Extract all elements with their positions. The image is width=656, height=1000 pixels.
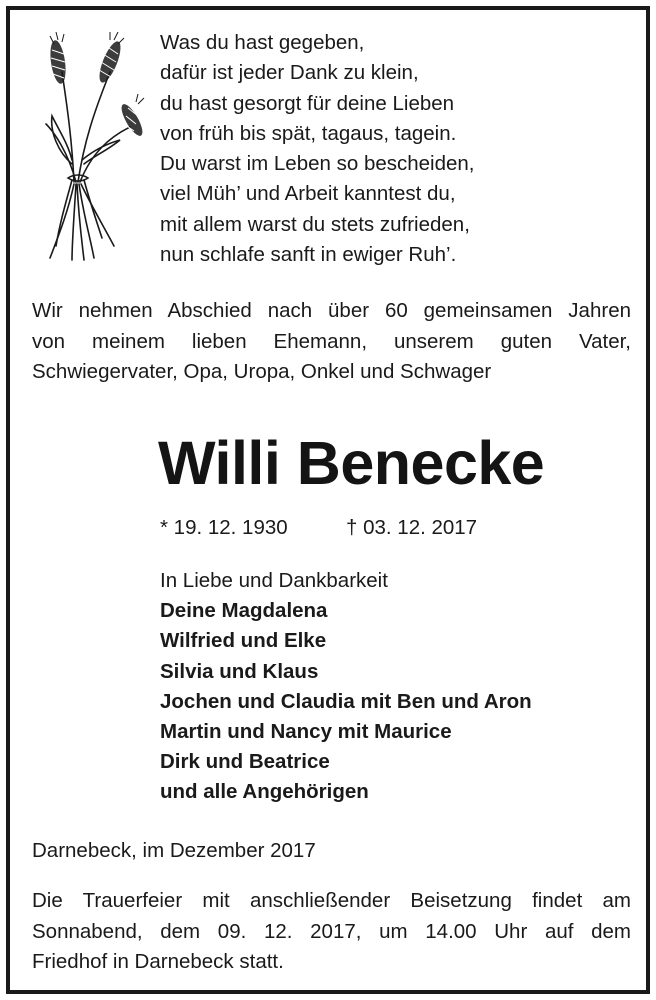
mourners-list <box>160 566 532 808</box>
mourner-name: Martin und Nancy mit Maurice <box>160 720 452 744</box>
mourner-name: Deine Magdalena <box>160 599 328 623</box>
intro-line: Schwiegervater, Opa, Uropa, Onkel und Schwager <box>32 360 492 383</box>
mourner-name: Dirk und Beatrice <box>160 750 330 774</box>
poem-line: von früh bis spät, tagaus, tagein. <box>160 121 457 145</box>
mourner-name: Wilfried und Elke <box>160 629 327 653</box>
poem-line: viel Müh’ und Arbeit kanntest du, <box>160 182 456 206</box>
intro-line: Wir nehmen Abschied nach über 60 gemeinsamen Jahren <box>32 299 631 322</box>
funeral-notice <box>32 886 631 978</box>
mourner-name: Jochen und Claudia mit Ben und Aron <box>160 689 532 713</box>
mourner-name: Silvia und Klaus <box>160 659 319 683</box>
obituary-frame <box>6 6 650 994</box>
farewell-intro <box>32 296 631 388</box>
poem-line: mit allem warst du stets zufrieden, <box>160 212 470 236</box>
death-date: † 03. 12. 2017 <box>346 516 478 539</box>
poem-line: Du warst im Leben so bescheiden, <box>160 152 475 176</box>
notice-line: Die Trauerfeier mit anschließender Beisetzung findet am <box>32 889 631 912</box>
poem-line: nun schlafe sanft in ewiger Ruh’. <box>160 243 457 267</box>
poem-line: du hast gesorgt für deine Lieben <box>160 91 455 115</box>
place-and-date: Darnebeck, im Dezember 2017 <box>32 839 316 862</box>
poem <box>160 28 475 270</box>
deceased-name: Willi Benecke <box>158 429 545 497</box>
poem-line: dafür ist jeder Dank zu klein, <box>160 61 419 85</box>
notice-line: Sonnabend, dem 09. 12. 2017, um 14.00 Uhr auf dem <box>32 919 631 943</box>
poem-line: Was du hast gegeben, <box>160 31 365 54</box>
notice-line: Friedhof in Darnebeck statt. <box>32 950 284 973</box>
wheat-bouquet-icon <box>32 32 150 264</box>
mourner-name: und alle Angehörigen <box>160 780 369 804</box>
mourners-heading: In Liebe und Dankbarkeit <box>160 569 388 592</box>
intro-line: von meinem lieben Ehemann, unserem guten Vater, <box>32 329 631 353</box>
birth-date: * 19. 12. 1930 <box>160 516 288 539</box>
